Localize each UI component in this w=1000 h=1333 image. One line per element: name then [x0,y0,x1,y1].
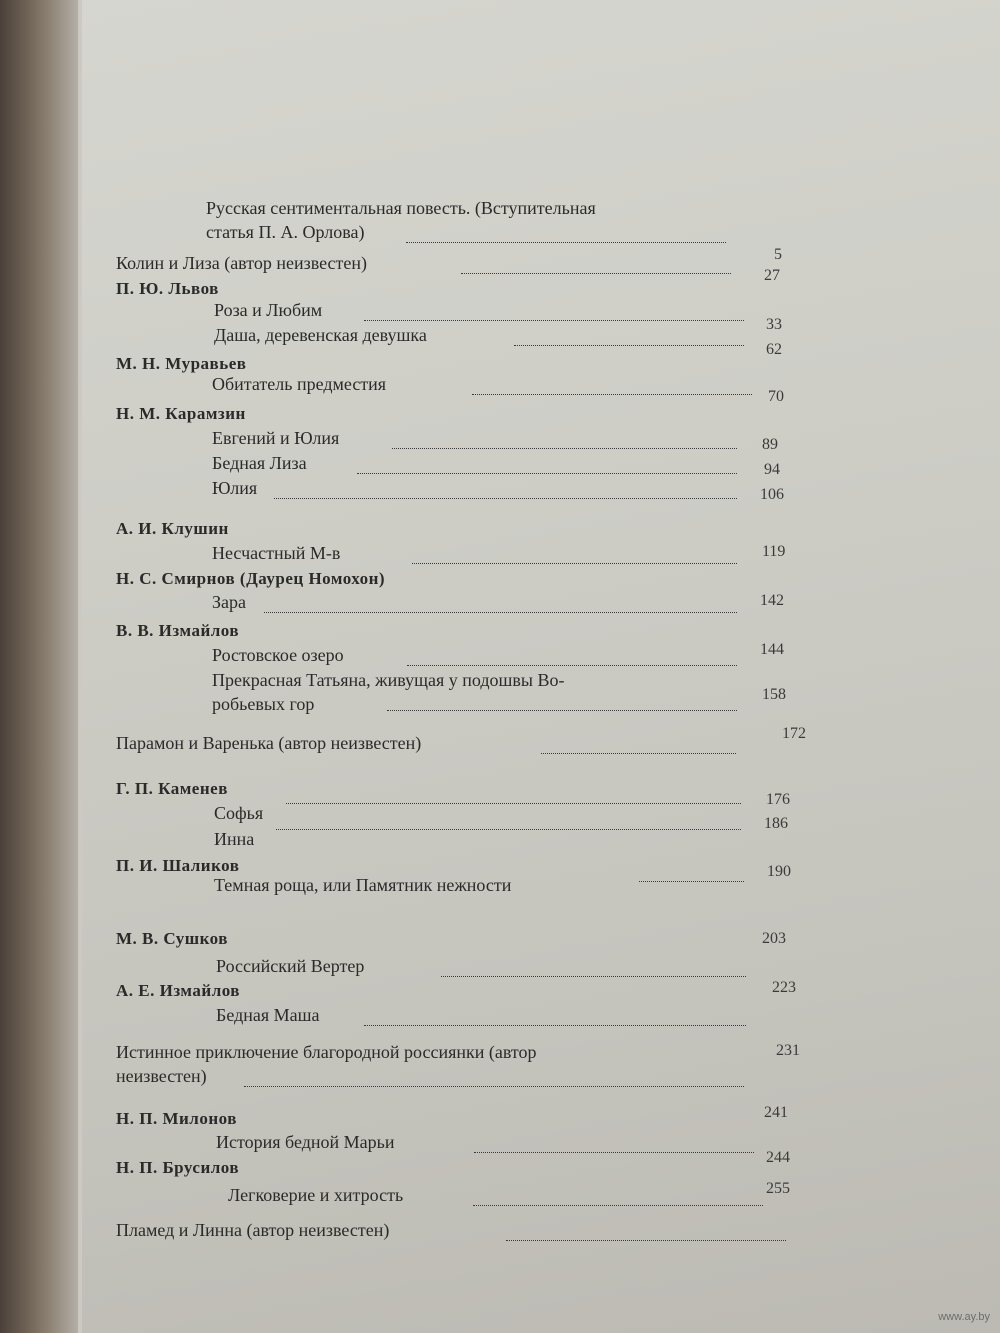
toc-entry [214,325,794,358]
toc-entry [212,428,802,456]
toc-page-number: 70 [768,388,784,405]
toc-author-name: А. И. Клушин [116,519,229,538]
toc-page-number: 172 [782,725,806,742]
book-spine [0,0,82,1333]
dot-leader [407,665,737,666]
toc-entry-title: Колин и Лиза (автор неизвестен) [116,253,368,273]
toc-page-number: 106 [760,486,784,503]
page-edge [78,0,82,1333]
toc-entry [214,863,804,903]
watermark: www.ay.by [938,1311,990,1323]
toc-author-name: Н. М. Карамзин [116,404,246,423]
toc-page-number: 244 [766,1149,790,1166]
toc-entry [216,979,806,1033]
toc-entry [116,253,796,284]
toc-entry-title: Обитатель предместия [212,374,387,394]
toc-author-name: Н. П. Брусилов [116,1158,240,1177]
toc-entry [214,300,794,333]
toc-author [116,929,516,957]
toc-entry-title: Бедная Маша [216,1005,320,1025]
toc-entry-title: Российский Вертер [216,956,365,976]
toc-entry [212,374,802,405]
toc-entry-title: Юлия [212,478,258,498]
toc-entry-title: Даша, деревенская девушка [214,325,427,345]
toc-page-number: 231 [776,1042,800,1059]
dot-leader [441,976,746,977]
toc-author-name: М. В. Сушков [116,929,228,948]
toc-page-number: 119 [762,543,786,560]
toc-page-number: 190 [767,863,791,880]
dot-leader [392,448,737,449]
toc-author-name: Н. С. Смирнов (Даурец Номохон) [116,569,386,588]
dot-leader [474,1152,754,1153]
toc-entry-title: Русская сентиментальная повесть. (Вступительная [206,198,596,218]
dot-leader [357,473,737,474]
toc-entry-title-cont: неизвестен) [116,1066,207,1086]
toc-page-number: 94 [764,461,780,478]
toc-author-name: Н. П. Милонов [116,1109,237,1128]
toc-page-number: 142 [760,592,784,609]
dot-leader [473,1205,763,1206]
toc-author [116,1158,516,1186]
toc-page-number: 33 [766,316,782,333]
toc-entry-title: История бедной Марьи [216,1132,395,1152]
toc-page-number: 186 [764,815,788,832]
dot-leader [472,394,752,395]
toc-entry [214,815,804,857]
toc-page-number: 176 [766,791,790,808]
toc-page-number: 62 [766,341,782,358]
dot-leader [364,320,744,321]
toc-entry-title: Несчастный М-в [212,543,341,563]
dot-leader [387,710,737,711]
toc-entry [216,930,806,984]
toc-author-name: В. В. Измайлов [116,621,240,640]
toc-entry [212,543,802,571]
toc-entry-title: Прекрасная Татьяна, живущая у подошвы Во- [212,670,565,690]
toc-entry-title: Зара [212,592,246,612]
dot-leader [276,829,741,830]
toc-entry-title: Истинное приключение благородной россиянки (автор [116,1042,537,1062]
toc-author-name: П. И. Шаликов [116,856,240,875]
toc-author-name: А. Е. Измайлов [116,981,240,1000]
toc-entry [212,478,802,506]
toc-entry [214,791,804,831]
toc-author-name: П. Ю. Львов [116,279,219,298]
dot-leader [364,1025,746,1026]
toc-entry-title: Софья [214,803,264,823]
toc-page-number: 27 [764,267,780,284]
dot-leader [506,1240,786,1241]
dot-leader [286,803,741,804]
toc-entry-title: Пламед и Линна (автор неизвестен) [116,1220,390,1240]
toc-entry-title: Легковерие и хитрость [228,1185,404,1205]
dot-leader [244,1086,744,1087]
toc-entry-title: Парамон и Варенька (автор неизвестен) [116,733,422,753]
dot-leader [406,242,726,243]
toc-entry-title: Бедная Лиза [212,453,307,473]
toc-entry [228,1149,818,1213]
toc-page-number: 89 [762,436,778,453]
toc-author-name: Г. П. Каменев [116,779,228,798]
toc-page-number: 241 [764,1104,788,1121]
toc-entry-title-cont: статья П. А. Орлова) [206,222,365,242]
toc-page-number: 223 [772,979,796,996]
dot-leader [514,345,744,346]
toc-page-number: 203 [762,930,786,947]
toc-entry-title: Инна [214,829,255,849]
toc-page-number: 5 [774,246,782,263]
toc-entry [212,592,802,620]
dot-leader [541,753,736,754]
toc-entry [212,670,802,720]
toc-entry [212,641,802,673]
toc-entry-title: Роза и Любим [214,300,323,320]
dot-leader [274,498,737,499]
toc-entry-title: Евгений и Юлия [212,428,340,448]
toc-entry [116,725,806,761]
toc-page-number: 255 [766,1180,790,1197]
dot-leader [639,881,744,882]
toc-page-number: 144 [760,641,784,658]
toc-page-number: 158 [762,686,786,703]
toc-entry [116,1042,816,1092]
toc-entry-title-cont: робьевых гор [212,694,315,714]
toc-author-name: М. Н. Муравьев [116,354,247,373]
toc-entry [206,198,786,263]
dot-leader [412,563,737,564]
dot-leader [264,612,737,613]
toc-entry [216,1104,816,1160]
toc-entry [212,453,802,481]
toc-entry-title: Темная роща, или Памятник нежности [214,875,512,895]
toc-entry-title: Ростовское озеро [212,645,344,665]
dot-leader [461,273,731,274]
